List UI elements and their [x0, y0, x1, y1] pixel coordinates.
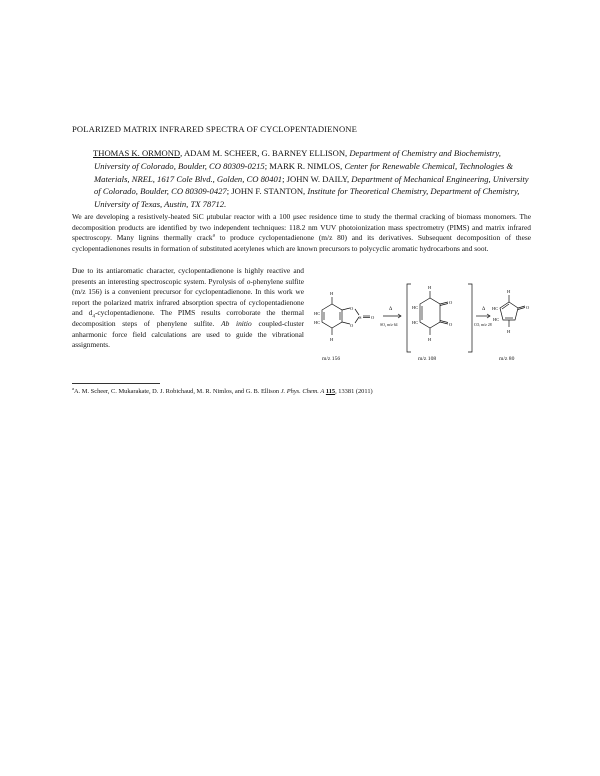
atom-label: O — [350, 306, 354, 311]
presenting-author: THOMAS K. ORMOND — [93, 148, 181, 158]
arrow-label: CO, m/z 28 — [474, 323, 492, 327]
bracket-right — [468, 284, 472, 352]
atom-label: HC — [412, 320, 419, 325]
molecule-intermediate — [420, 291, 448, 335]
journal-volume: 115 — [325, 388, 336, 395]
abstract-text: -cyclopentadienone. The PIMS results corroborate the thermal decomposition steps of phenylene sulfite. — [72, 308, 304, 328]
atom-label: HC — [412, 305, 419, 310]
footnote — [72, 387, 532, 396]
affiliation: Department of Chemistry and Biochemistry, University of Colorado, Boulder, CO 80309-0215 — [94, 148, 501, 171]
atom-label: H — [428, 337, 432, 342]
author-names: , ADAM M. SCHEER, G. BARNEY ELLISON, — [180, 148, 350, 158]
atom-label: O — [449, 300, 453, 305]
author-names: ; JOHN W. DAILY, — [282, 173, 352, 184]
abstract-text: We are developing a resistively-heated SiC μtubular reactor with a 100 μsec residence time to study the thermal cracking of biomass monomers. The decomposition products are identified by two independent techniques: 118.2 nm VUV photoionization mass spectrometry (PIMS) and matrix infrared spectroscopy. Many lignins thermally crack — [72, 212, 531, 243]
mass-label: m/z 108 — [418, 356, 437, 362]
footnote-rule — [72, 383, 160, 384]
affiliation: Institute for Theoretical Chemistry, Department of Chemistry, University of Texas, Austin, TX 78712. — [94, 186, 520, 210]
arrow-label: SO₂ m/z 64 — [380, 323, 398, 327]
subscript: 4 — [92, 313, 95, 320]
atom-label: HC — [492, 306, 499, 311]
molecule-cyclopentadienone — [500, 295, 525, 327]
atom-label: O — [449, 322, 453, 327]
mass-label: m/z 80 — [499, 356, 515, 362]
abstract-paragraph — [72, 212, 531, 254]
atom-label: O — [526, 305, 530, 310]
footnote-text: , 13381 (2011) — [335, 388, 373, 395]
atom-label: H — [507, 329, 511, 334]
author-names: ; JOHN F. STANTON, — [226, 186, 308, 197]
atom-label: HC — [314, 320, 321, 325]
arrow-label: Δ — [389, 307, 393, 312]
mass-label: m/z 156 — [322, 356, 341, 362]
atom-label: S — [359, 315, 362, 320]
author-list — [94, 147, 530, 211]
footnote-text: A. M. Scheer, C. Mukarakate, D. J. Robichaud, M. R. Nimlos, and G. B. Ellison — [73, 388, 281, 395]
atom-label: HC — [314, 311, 321, 316]
molecule-phenylene-sulfite — [322, 297, 370, 335]
affiliation: Center for Renewable Chemical, Technologies & Materials, NREL, 1617 Cole Blvd., Golden, CO 80401 — [94, 160, 514, 184]
abstract-text: Ab initio — [221, 318, 252, 328]
atom-label: H — [428, 285, 432, 290]
atom-label: HC — [493, 317, 500, 322]
atom-label: O — [371, 315, 375, 320]
abstract-text: o — [246, 276, 251, 286]
abstract-text: to produce cyclopentadienone (m/z 80) and its derivatives. Subsequent decomposition of these cyclopentadienones results in formation of substituted acetylenes which are known precursors to polycyclic aromatic hydrocarbons and soot. — [72, 233, 532, 253]
bracket-left — [407, 284, 411, 352]
atom-label: O — [350, 323, 354, 328]
atom-label: H — [507, 289, 511, 294]
atom-label: H — [330, 291, 334, 296]
reaction-scheme — [304, 280, 534, 378]
journal-name: J. Phys. Chem. A — [280, 388, 325, 395]
abstract-paragraph-left — [72, 266, 304, 351]
paper-title: POLARIZED MATRIX INFRARED SPECTRA OF CYCLOPENTADIENONE — [72, 124, 358, 134]
footnote-ref: a — [212, 232, 215, 239]
affiliation: Department of Mechanical Engineering, University of Colorado, Boulder, CO 80309-0427 — [94, 173, 529, 197]
abstract-text: Due to its antiaromatic character, cyclopentadienone is highly reactive and presents an interesting spectroscopic system. Pyrolysis of — [72, 266, 304, 286]
arrow-label: Δ — [482, 307, 486, 312]
abstract-text: coupled-cluster anharmonic force field calculations are used to guide the vibrational assignments. — [72, 318, 305, 350]
author-names: ; MARK R. NIMLOS, — [264, 160, 345, 171]
abstract-text: -phenylene sulfite (m/z 156) is a convenient precursor for cyclopentadienone. In this work we report the polarized matrix infrared absorption spectra of cyclopentadienone and d — [72, 276, 305, 318]
footnote-mark: a — [72, 385, 74, 391]
atom-label: H — [330, 337, 334, 342]
